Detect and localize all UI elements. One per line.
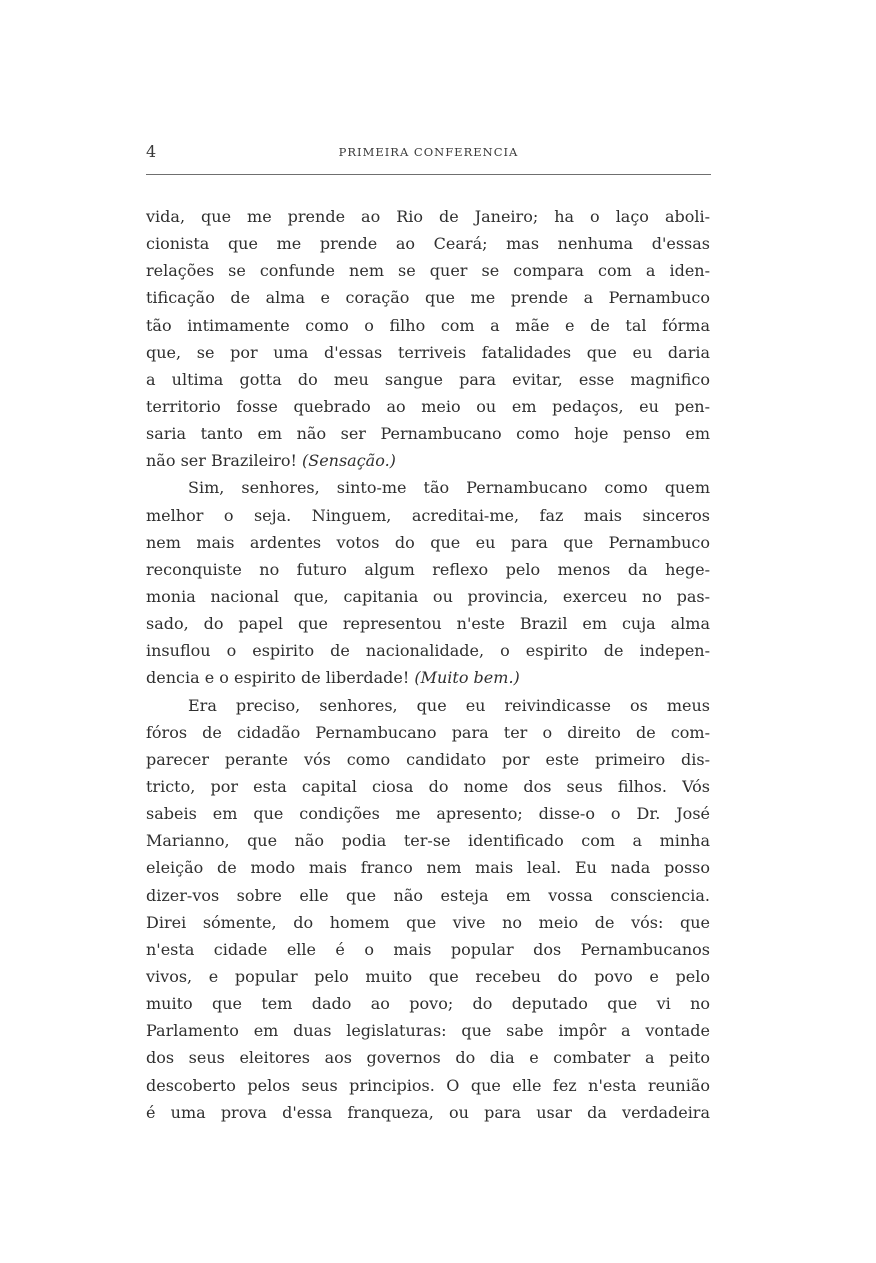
text-line: que, se por uma d'essas terriveis fatalidades que eu daria [146, 342, 710, 362]
text-line: muito que tem dado ao povo; do deputado que vi no [146, 994, 710, 1014]
text-line: eleição de modo mais franco nem mais leal. Eu nada posso [146, 858, 710, 878]
text-line: melhor o seja. Ninguem, acreditai-me, faz mais sinceros [146, 505, 710, 525]
text-line-last [146, 447, 710, 474]
text-line-first: Era preciso, senhores, que eu reivindicasse os meus [188, 695, 710, 715]
text-line: saria tanto em não ser Pernambucano como hoje penso em [146, 424, 710, 444]
line-text: não ser Brazileiro! [146, 451, 297, 471]
text-line: tificação de alma e coração que me prende a Pernambuco [146, 288, 710, 308]
audience-reaction: (Muito bem.) [414, 668, 520, 688]
running-head [146, 140, 711, 166]
text-line: Marianno, que não podia ter-se identificado com a minha [146, 831, 710, 851]
text-line: fóros de cidadão Pernambucano para ter o direito de com- [146, 722, 710, 742]
text-line: dos seus eleitores aos governos do dia e combater a peito [146, 1048, 710, 1068]
text-line: descoberto pelos seus principios. O que elle fez n'esta reunião [146, 1075, 710, 1095]
line-text: dencia e o espirito de liberdade! [146, 668, 410, 688]
text-line: vida, que me prende ao Rio de Janeiro; ha o laço aboli- [146, 207, 710, 226]
text-line-last [146, 664, 710, 691]
text-line: relações se confunde nem se quer se compara com a iden- [146, 261, 710, 281]
paragraph-3 [146, 692, 710, 1126]
text-line: sado, do papel que representou n'este Brazil em cuja alma [146, 614, 710, 634]
text-line: n'esta cidade elle é o mais popular dos Pernambucanos [146, 939, 710, 959]
text-line: vivos, e popular pelo muito que recebeu do povo e pelo [146, 966, 710, 986]
text-line-first: Sim, senhores, sinto-me tão Pernambucano como quem [188, 478, 710, 498]
header-rule [146, 174, 711, 175]
text-line: nem mais ardentes votos do que eu para que Pernambuco [146, 532, 710, 552]
text-line: sabeis em que condições me apresento; disse-o o Dr. José [146, 804, 710, 824]
text-line: dizer-vos sobre elle que não esteja em vossa consciencia. [146, 885, 710, 905]
text-line: parecer perante vós como candidato por este primeiro dis- [146, 749, 710, 769]
paragraph-2 [146, 474, 710, 691]
paragraph-1 [146, 203, 710, 474]
text-line: a ultima gotta do meu sangue para evitar, esse magnifico [146, 369, 710, 389]
text-line: cionista que me prende ao Ceará; mas nenhuma d'essas [146, 234, 710, 254]
running-title: PRIMEIRA CONFERENCIA [338, 145, 519, 159]
text-line: tricto, por esta capital ciosa do nome dos seus filhos. Vós [146, 776, 710, 796]
text-line: tão intimamente como o filho com a mãe e de tal fórma [146, 315, 710, 335]
text-line: monia nacional que, capitania ou provincia, exerceu no pas- [146, 586, 710, 606]
page-number: 4 [146, 142, 157, 161]
text-line: Parlamento em duas legislaturas: que sabe impôr a vontade [146, 1021, 710, 1041]
text-line: reconquiste no futuro algum reflexo pelo menos da hege- [146, 559, 710, 579]
audience-reaction: (Sensação.) [301, 451, 396, 471]
body-text [146, 203, 710, 1126]
text-line: é uma prova d'essa franqueza, ou para usar da verdadeira [146, 1102, 710, 1122]
text-line: territorio fosse quebrado ao meio ou em pedaços, eu pen- [146, 396, 710, 416]
text-line: Direi sómente, do homem que vive no meio de vós: que [146, 912, 710, 932]
text-line: insuflou o espirito de nacionalidade, o espirito de indepen- [146, 641, 710, 661]
